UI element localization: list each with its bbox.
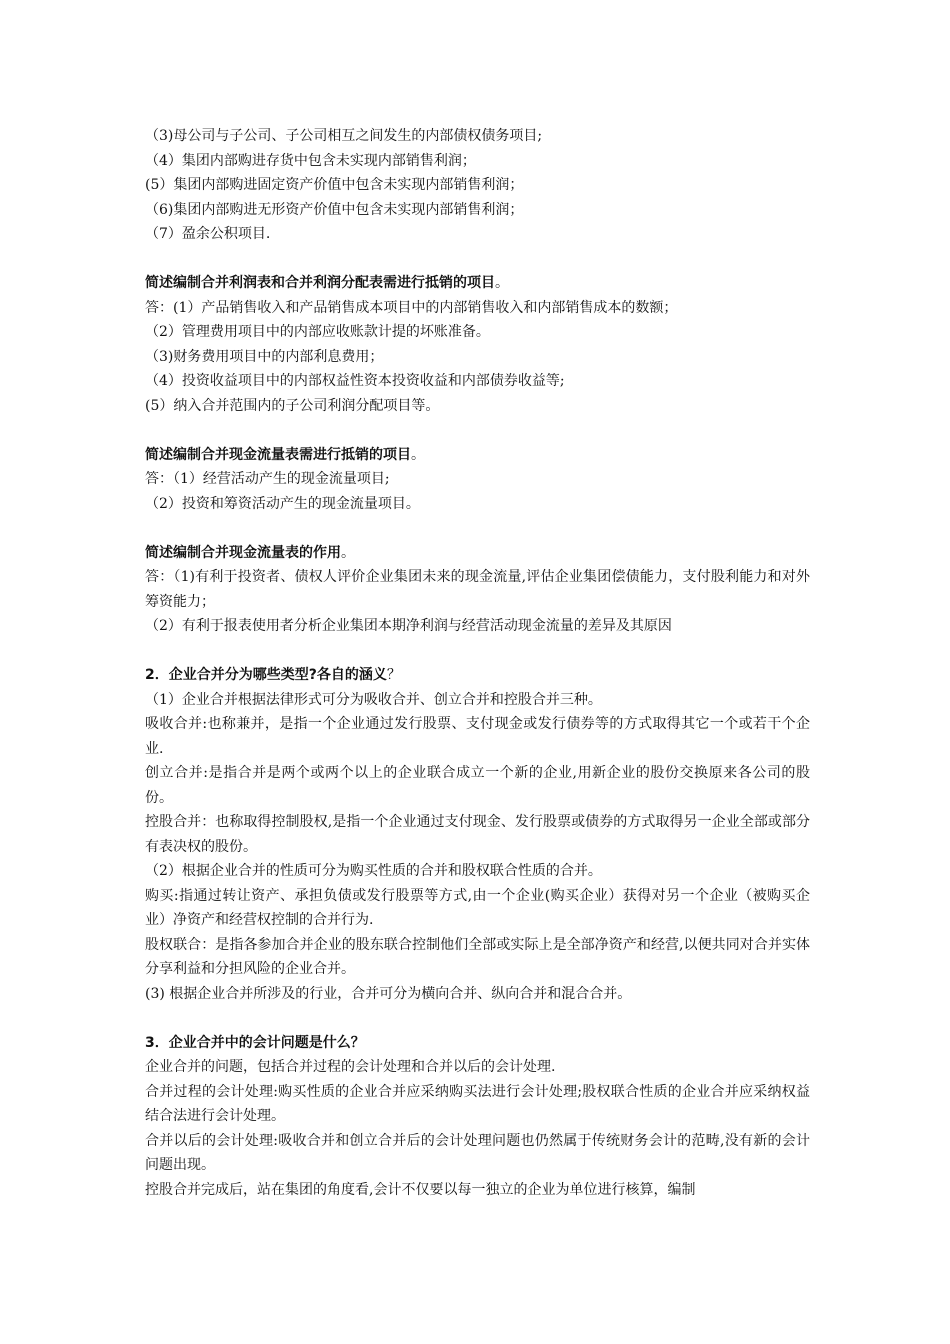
section-heading [145, 1031, 810, 1056]
document-body [145, 124, 810, 1202]
list-item: 企业合并的问题，包括合并过程的会计处理和合并以后的会计处理. [145, 1059, 556, 1075]
paragraph: 股权联合：是指各参加合并企业的股东联合控制他们全部或实际上是全部净资产和经营,以便共同对合并实体分享利益和分担风险的企业合并。 [145, 936, 810, 977]
section-cash-flow-eliminations [145, 443, 810, 517]
list-item: （6)集团内部购进无形资产价值中包含未实现内部销售利润； [145, 201, 524, 218]
paragraph: 合并以后的会计处理:吸收合并和创立合并后的会计处理问题也仍然属于传统财务会计的范畴,没有新的会计问题出现。 [145, 1132, 810, 1173]
list-item: 答：（1）经营活动产生的现金流量项目; [145, 471, 390, 487]
list-item: （7）盈余公积项目. [145, 226, 271, 242]
section-heading [145, 663, 810, 688]
section-cash-flow-purpose [145, 541, 810, 639]
list-item: （4）集团内部购进存货中包含未实现内部销售利润； [145, 152, 476, 169]
list-item: (5）集团内部购进固定资产价值中包含未实现内部销售利润； [145, 177, 524, 193]
list-item: (5）纳入合并范围内的子公司利润分配项目等。 [145, 397, 440, 414]
spacer [145, 639, 810, 664]
heading-punctuation: ？ [386, 667, 401, 683]
heading-punctuation: 。 [495, 275, 509, 291]
list-item: 控股合并完成后，站在集团的角度看,会计不仅要以每一独立的企业为单位进行核算，编制 [145, 1181, 696, 1198]
heading-text: 简述编制合并现金流量表的作用 [145, 544, 341, 561]
paragraph: 购买:指通过转让资产、承担负债或发行股票等方式,由一个企业(购买企业）获得对另一个企业（被购买企业）净资产和经营权控制的合并行为. [145, 887, 810, 928]
heading-text: 简述编制合并利润表和合并利润分配表需进行抵销的项目 [145, 275, 495, 291]
list-item: 答：(1）产品销售收入和产品销售成本项目中的内部销售收入和内部销售成本的数额； [145, 299, 678, 316]
list-item: （3)母公司与子公司、子公司相互之间发生的内部债权债务项目; [145, 128, 543, 144]
heading-text: 3．企业合并中的会计问题是什么？ [145, 1034, 365, 1051]
spacer [145, 516, 810, 541]
section-heading [145, 541, 810, 566]
list-item: （2）根据企业合并的性质可分为购买性质的合并和股权联合性质的合并。 [145, 863, 602, 879]
section-consolidation-items [145, 124, 810, 247]
spacer [145, 418, 810, 443]
list-item: （4）投资收益项目中的内部权益性资本投资收益和内部债券收益等; [145, 373, 565, 389]
section-merger-accounting-issues [145, 1031, 810, 1203]
paragraph: 合并过程的会计处理:购买性质的企业合并应采纳购买法进行会计处理;股权联合性质的企业合并应采纳权益结合法进行会计处理。 [145, 1083, 810, 1124]
list-item: （1）企业合并根据法律形式可分为吸收合并、创立合并和控股合并三种。 [145, 691, 602, 708]
paragraph: 答：（1)有利于投资者、债权人评价企业集团未来的现金流量,评估企业集团偿债能力，支付股利能力和对外筹资能力； [145, 569, 810, 610]
list-item: （2）管理费用项目中的内部应收账款计提的坏账准备。 [145, 324, 490, 340]
paragraph: 创立合并:是指合并是两个或两个以上的企业联合成立一个新的企业,用新企业的股份交换原来各公司的股份。 [145, 765, 810, 806]
heading-text: 简述编制合并现金流量表需进行抵销的项目 [145, 446, 411, 463]
paragraph: 吸收合并:也称兼并，是指一个企业通过发行股票、支付现金或发行债券等的方式取得其它一个或若干个企业. [145, 716, 810, 757]
list-item: (3) 根据企业合并所涉及的行业，合并可分为横向合并、纵向合并和混合合并。 [145, 985, 632, 1002]
spacer [145, 1006, 810, 1031]
heading-punctuation: 。 [341, 544, 355, 561]
heading-punctuation: 。 [411, 446, 425, 463]
section-merger-types [145, 663, 810, 1006]
section-income-statement-eliminations [145, 271, 810, 418]
paragraph: 控股合并：也称取得控制股权,是指一个企业通过支付现金、发行股票或债券的方式取得另一企业全部或部分有表决权的股份。 [145, 814, 810, 855]
list-item: （2）有利于报表使用者分析企业集团本期净利润与经营活动现金流量的差异及其原因 [145, 618, 672, 634]
list-item: （2）投资和筹资活动产生的现金流量项目。 [145, 495, 420, 512]
section-heading [145, 443, 810, 468]
spacer [145, 247, 810, 272]
heading-text: 2．企业合并分为哪些类型?各自的涵义 [145, 667, 387, 683]
list-item: （3)财务费用项目中的内部利息费用； [145, 348, 384, 365]
section-heading [145, 271, 810, 296]
